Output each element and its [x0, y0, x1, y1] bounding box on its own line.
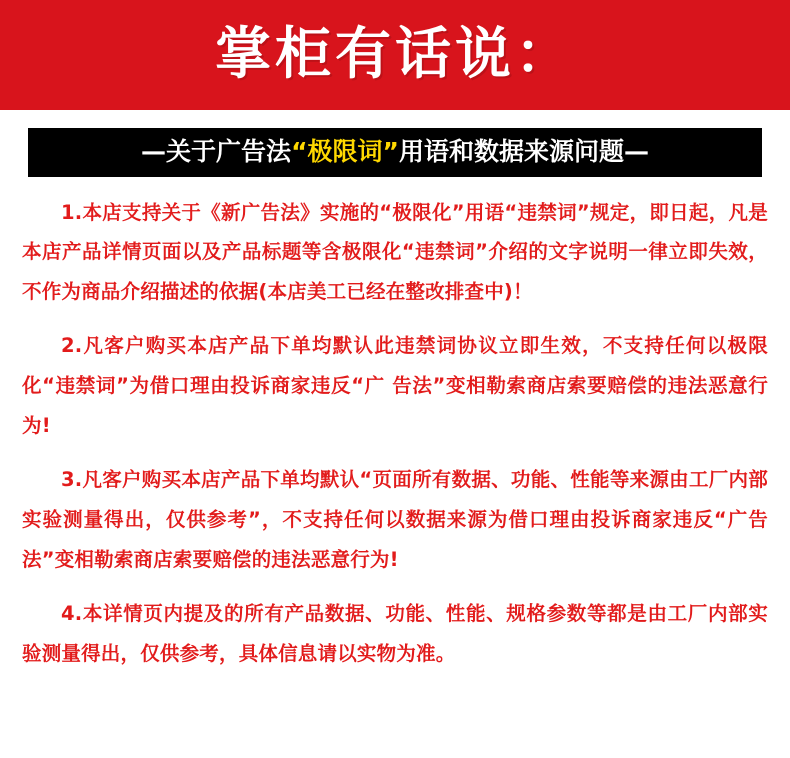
subhead-bar [28, 128, 762, 177]
paragraph-4: 4.本详情页内提及的所有产品数据、功能、性能、规格参数等都是由工厂内部实验测量得出，仅供参考，具体信息请以实物为准。 [22, 602, 768, 666]
subhead-suffix: 用语和数据来源问题— [398, 137, 649, 166]
subhead-container [0, 110, 790, 183]
banner [0, 0, 790, 110]
body-text [0, 183, 790, 675]
paragraph-2: 2.凡客户购买本店产品下单均默认此违禁词协议立即生效，不支持任何以极限化“违禁词”为借口理由投诉商家违反“广 告法”变相勒索商店索要赔偿的违法恶意行为! [22, 334, 768, 438]
paragraph-1: 1.本店支持关于《新广告法》实施的“极限化”用语“违禁词”规定，即日起，凡是本店产品详情页面以及产品标题等含极限化“违禁词”介绍的文字说明一律立即失效，不作为商品介绍描述的依据(本店美工已经在整改排查中)！ [22, 200, 768, 304]
paragraph-3: 3.凡客户购买本店产品下单均默认“页面所有数据、功能、性能等来源由工厂内部实验测量得出，仅供参考”，不支持任何以数据来源为借口理由投诉商家违反“广告法”变相勒索商店索要赔偿的违法恶意行为! [22, 468, 768, 572]
subhead-prefix: —关于广告法 [141, 137, 292, 166]
subhead-highlight: “极限词” [291, 137, 399, 166]
banner-title: 掌柜有话说： [215, 22, 575, 87]
